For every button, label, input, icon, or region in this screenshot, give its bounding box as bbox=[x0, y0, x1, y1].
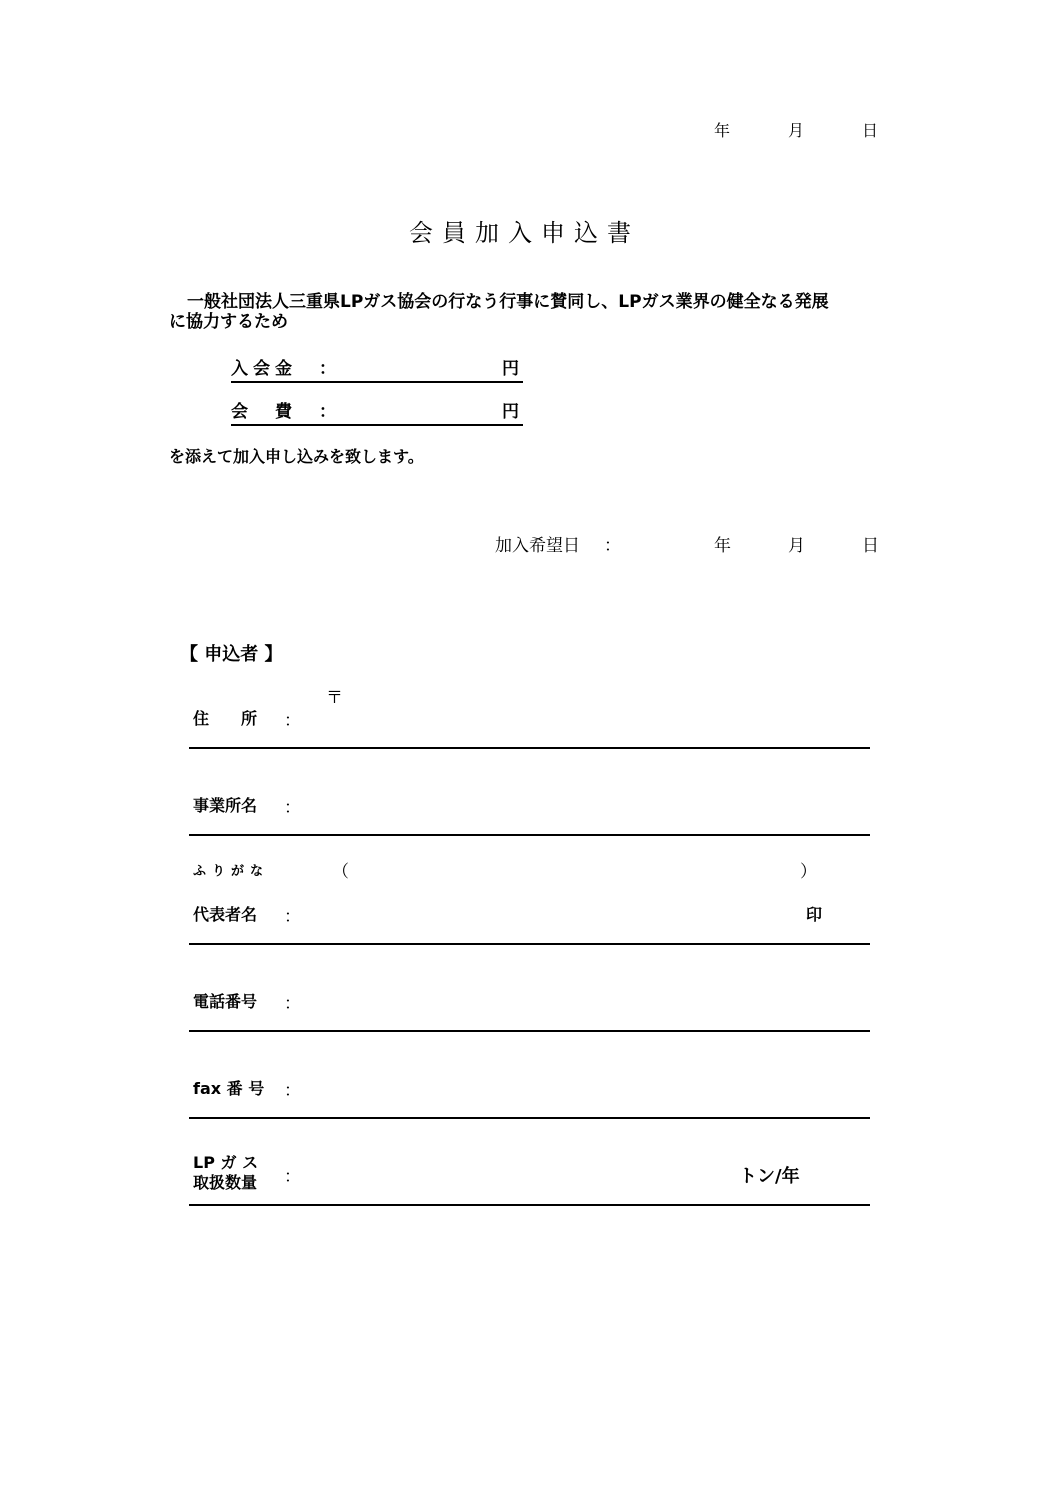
wish-month-label[interactable]: 月 bbox=[788, 536, 805, 556]
wish-day-label[interactable]: 日 bbox=[862, 536, 879, 556]
representative-name-colon: ： bbox=[284, 907, 301, 927]
membership-fee-label: 会 費 bbox=[231, 402, 297, 422]
wish-date-colon: ： bbox=[604, 536, 621, 556]
fax-label: fax 番 号 bbox=[193, 1079, 265, 1098]
lpgas-volume-label-line-1: LP ガ ス bbox=[193, 1153, 259, 1172]
membership-fee-colon: ： bbox=[319, 402, 336, 422]
header-year-label: 年 bbox=[714, 121, 731, 140]
wish-date-label: 加入希望日 bbox=[495, 536, 580, 556]
entry-fee-row[interactable] bbox=[231, 355, 523, 383]
office-name-field-line[interactable] bbox=[189, 834, 870, 836]
office-name-label: 事業所名 bbox=[193, 796, 258, 815]
applicant-section-title: 【 申込者 】 bbox=[180, 644, 283, 665]
office-name-colon: ： bbox=[284, 798, 301, 818]
intro-line-2: に協力するため bbox=[169, 312, 288, 332]
seal-mark: 印 bbox=[806, 905, 823, 924]
lpgas-volume-unit: トン/年 bbox=[739, 1166, 800, 1187]
lpgas-volume-colon: ： bbox=[284, 1167, 301, 1187]
phone-label: 電話番号 bbox=[193, 992, 258, 1011]
fax-colon: ： bbox=[284, 1081, 301, 1101]
address-colon: ： bbox=[284, 711, 301, 731]
entry-fee-unit: 円 bbox=[502, 359, 519, 379]
furigana-label: ふりがな bbox=[193, 864, 270, 879]
header-month-label: 月 bbox=[788, 121, 805, 140]
entry-fee-colon: ： bbox=[319, 359, 336, 379]
membership-fee-unit: 円 bbox=[502, 402, 519, 422]
postal-mark-icon: 〒 bbox=[326, 688, 343, 708]
intro-line-1: 一般社団法人三重県LPガス協会の行なう行事に賛同し、LPガス業界の健全なる発展 bbox=[187, 292, 829, 312]
closing-sentence: を添えて加入申し込みを致します。 bbox=[169, 447, 424, 466]
entry-fee-label: 入会金 bbox=[231, 359, 297, 379]
page-title: 会員加入申込書 bbox=[409, 219, 640, 247]
representative-name-field-line[interactable] bbox=[189, 943, 870, 945]
intro-paragraph bbox=[169, 292, 889, 332]
membership-fee-row[interactable] bbox=[231, 398, 523, 426]
address-label: 住 所 bbox=[193, 709, 258, 728]
furigana-paren-close: ） bbox=[800, 862, 817, 882]
phone-field-line[interactable] bbox=[189, 1030, 870, 1032]
phone-colon: ： bbox=[284, 994, 301, 1014]
lpgas-volume-label bbox=[193, 1153, 258, 1193]
address-field-line[interactable] bbox=[189, 747, 870, 749]
fax-field-line[interactable] bbox=[189, 1117, 870, 1119]
header-day-label: 日 bbox=[862, 121, 879, 140]
furigana-paren-open: （ bbox=[332, 862, 349, 882]
representative-name-label: 代表者名 bbox=[193, 905, 258, 924]
lpgas-volume-field-line[interactable] bbox=[189, 1204, 870, 1206]
lpgas-volume-label-line-2: 取扱数量 bbox=[193, 1173, 258, 1192]
wish-year-label[interactable]: 年 bbox=[714, 536, 731, 556]
